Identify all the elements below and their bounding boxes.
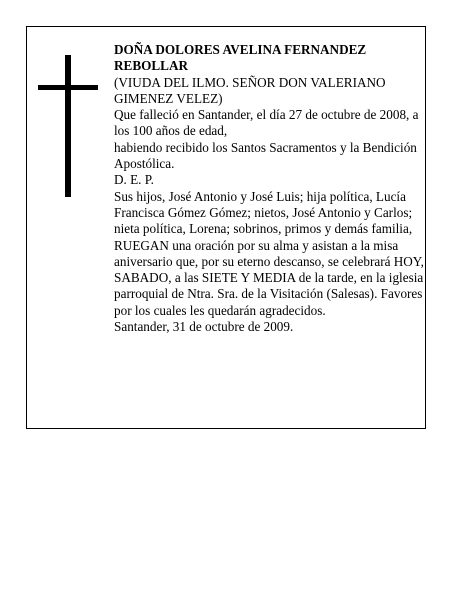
obituary-notice [26,26,426,429]
place-date-line: Santander, 31 de octubre de 2009. [114,319,294,335]
request-paragraph: RUEGAN una oración por su alma y asistan a la misa aniversario que, por su eterno descanso, se celebrará HOY, SABADO, a las SIETE Y MEDIA de la tarde, en la iglesia parroquial de Ntra. Sra. de la Visitación (Salesas). Favores por los cuales les quedarán agradecidos. [114,237,424,318]
cross-vertical-bar [65,55,71,197]
deceased-name: DOÑA DOLORES AVELINA FERNANDEZ REBOLLAR [114,42,367,74]
widow-of-line: (VIUDA DEL ILMO. SEÑOR DON VALERIANO GIMENEZ VELEZ) [114,74,386,106]
cross-horizontal-bar [38,85,98,90]
death-line: Que falleció en Santander, el día 27 de octubre de 2008, a los 100 años de edad, [114,107,419,139]
notice-text [114,42,424,335]
latin-cross-icon [38,55,98,197]
rip-line: D. E. P. [114,172,154,188]
family-line: Sus hijos, José Antonio y José Luis; hija política, Lucía Francisca Gómez Gómez; nietos, José Antonio y Carlos; nieta política, Lorena; sobrinos, primos y demás familia, [114,188,413,237]
sacraments-line: habiendo recibido los Santos Sacramentos y la Bendición Apostólica. [114,139,417,172]
